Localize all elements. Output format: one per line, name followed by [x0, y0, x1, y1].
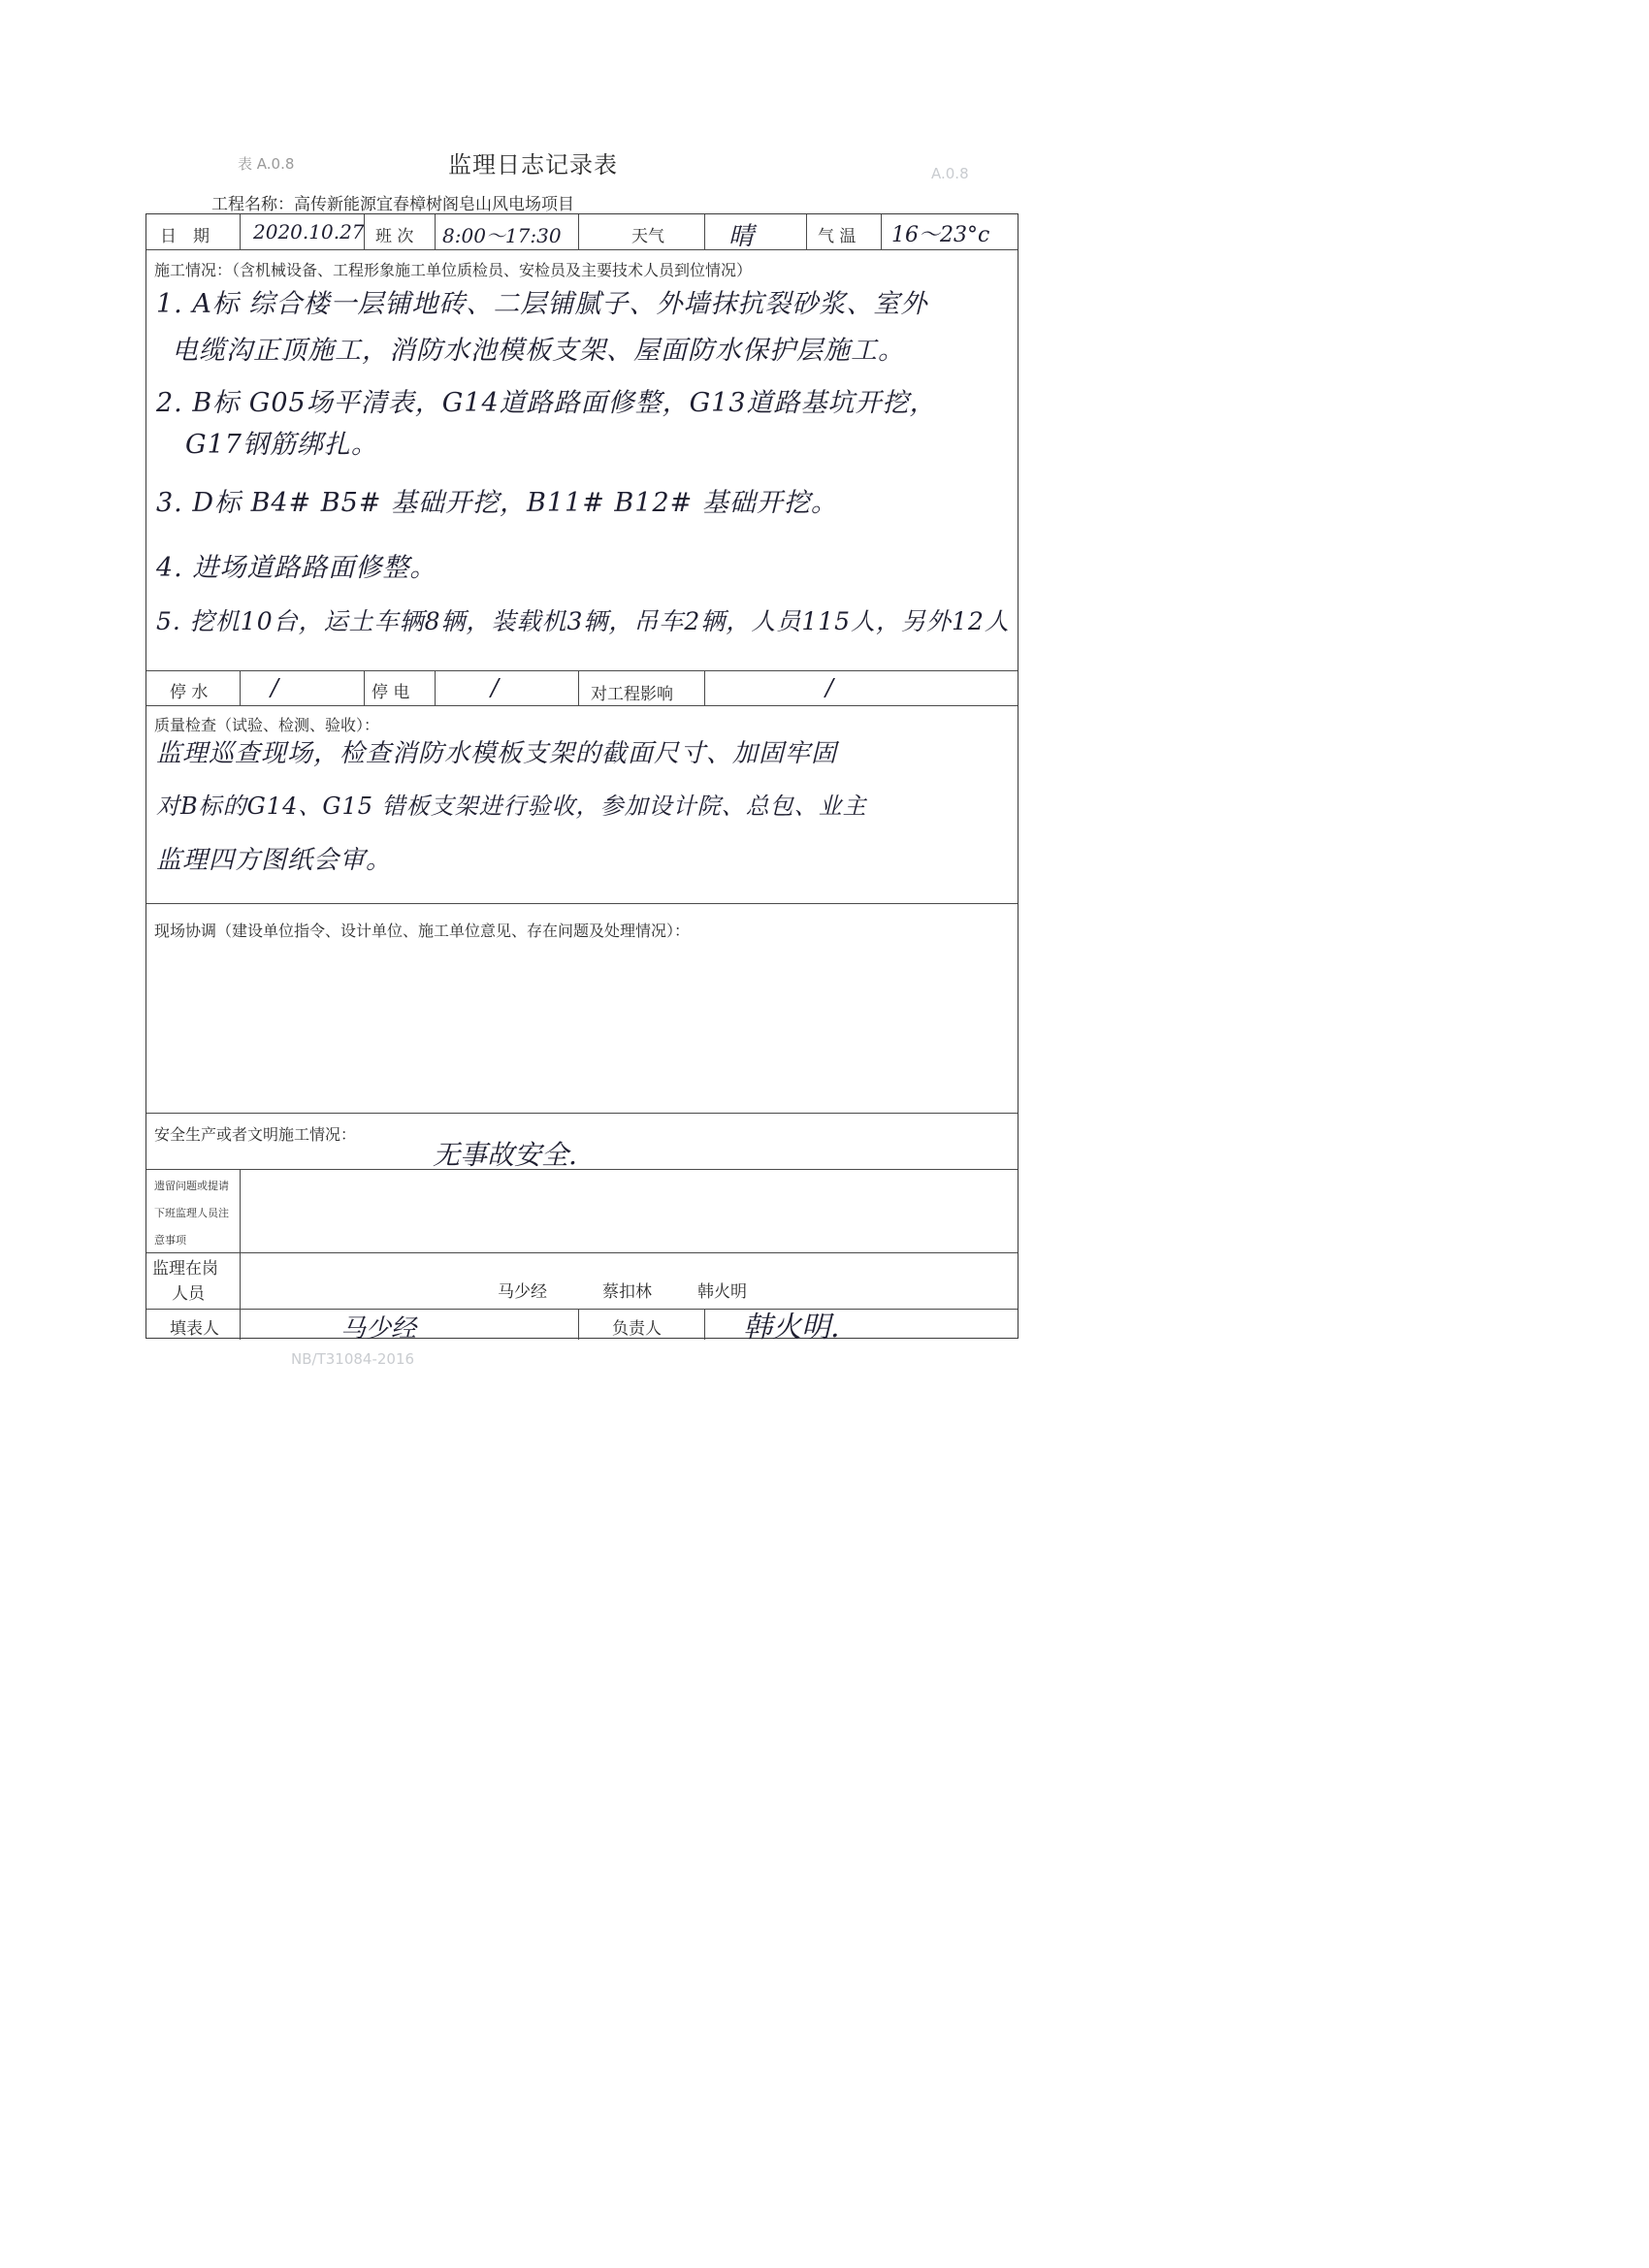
construction-line: 2. B标 G05场平清表，G14道路路面修整，G13道路基坑开挖， — [156, 388, 937, 418]
responsible-label: 负责人 — [612, 1319, 662, 1339]
staff-name: 马少经 — [498, 1282, 547, 1302]
shift-label: 班 次 — [375, 227, 414, 246]
form-number: 表 A.0.8 — [238, 155, 295, 173]
legacy-label-line: 意事项 — [154, 1234, 186, 1247]
staff-label-line: 人员 — [172, 1284, 205, 1304]
legacy-label-line: 下班监理人员注 — [154, 1207, 229, 1219]
weather-value: 晴 — [728, 222, 755, 251]
water-value: / — [271, 674, 279, 701]
power-label: 停 电 — [372, 683, 410, 702]
legacy-label — [154, 1173, 229, 1254]
construction-line: 5. 挖机10台，运土车辆8辆，装载机3辆，吊车2辆，人员115人，另外12人 — [156, 607, 1010, 635]
safety-heading: 安全生产或者文明施工情况： — [154, 1125, 357, 1144]
construction-line: 4. 进场道路路面修整。 — [156, 553, 437, 583]
project-line — [211, 190, 574, 214]
construction-heading: 施工情况：（含机械设备、工程形象施工单位质检员、安检员及主要技术人员到位情况） — [154, 261, 753, 279]
bleed-through-text: A.0.8 — [931, 165, 969, 182]
construction-line: G17钢筋绑扎。 — [185, 430, 378, 460]
temp-label: 气 温 — [818, 227, 857, 246]
safety-value: 无事故安全. — [433, 1139, 577, 1171]
impact-value: / — [825, 674, 834, 701]
filler-label: 填表人 — [170, 1319, 219, 1339]
coordination-heading: 现场协调（建设单位指令、设计单位、施工单位意见、存在问题及处理情况）： — [154, 922, 691, 940]
impact-label: 对工程影响 — [591, 685, 673, 704]
page-title: 监理日志记录表 — [448, 151, 618, 178]
staff-label — [152, 1256, 218, 1307]
temp-value: 16～23°c — [891, 223, 990, 247]
quality-line: 监理四方图纸会审。 — [156, 846, 393, 875]
construction-line: 电缆沟正顶施工，消防水池模板支架、屋面防水保护层施工。 — [172, 336, 905, 366]
power-value: / — [491, 674, 500, 701]
project-name: 高传新能源宜春樟树阁皂山风电场项目 — [294, 195, 574, 214]
project-label: 工程名称： — [211, 195, 294, 214]
staff-name: 韩火明 — [697, 1282, 747, 1302]
weather-label: 天气 — [631, 227, 664, 246]
responsible-signature: 韩火明. — [743, 1311, 840, 1345]
quality-heading: 质量检查（试验、检测、验收）： — [154, 716, 380, 734]
staff-label-line: 监理在岗 — [152, 1259, 218, 1279]
log-table — [146, 213, 1018, 1345]
shift-value: 8:00～17:30 — [442, 224, 562, 247]
quality-line: 监理巡查现场，检查消防水模板支架的截面尺寸、加固牢固 — [156, 739, 838, 768]
filler-signature: 马少经 — [340, 1314, 417, 1344]
date-value: 2020.10.27 — [253, 220, 365, 243]
bleed-through-text: NB/T31084-2016 — [291, 1350, 415, 1368]
staff-name: 蔡扣林 — [602, 1282, 652, 1302]
date-label: 日 期 — [160, 227, 210, 246]
water-label: 停 水 — [170, 683, 209, 702]
construction-line: 1. A标 综合楼一层铺地砖、二层铺腻子、外墙抹抗裂砂浆、室外 — [156, 289, 928, 319]
quality-line: 对B标的G14、G15 错板支架进行验收，参加设计院、总包、业主 — [156, 793, 867, 820]
legacy-label-line: 遗留问题或提请 — [154, 1180, 229, 1192]
construction-line: 3. D标 B4# B5# 基础开挖，B11# B12# 基础开挖。 — [156, 488, 838, 518]
